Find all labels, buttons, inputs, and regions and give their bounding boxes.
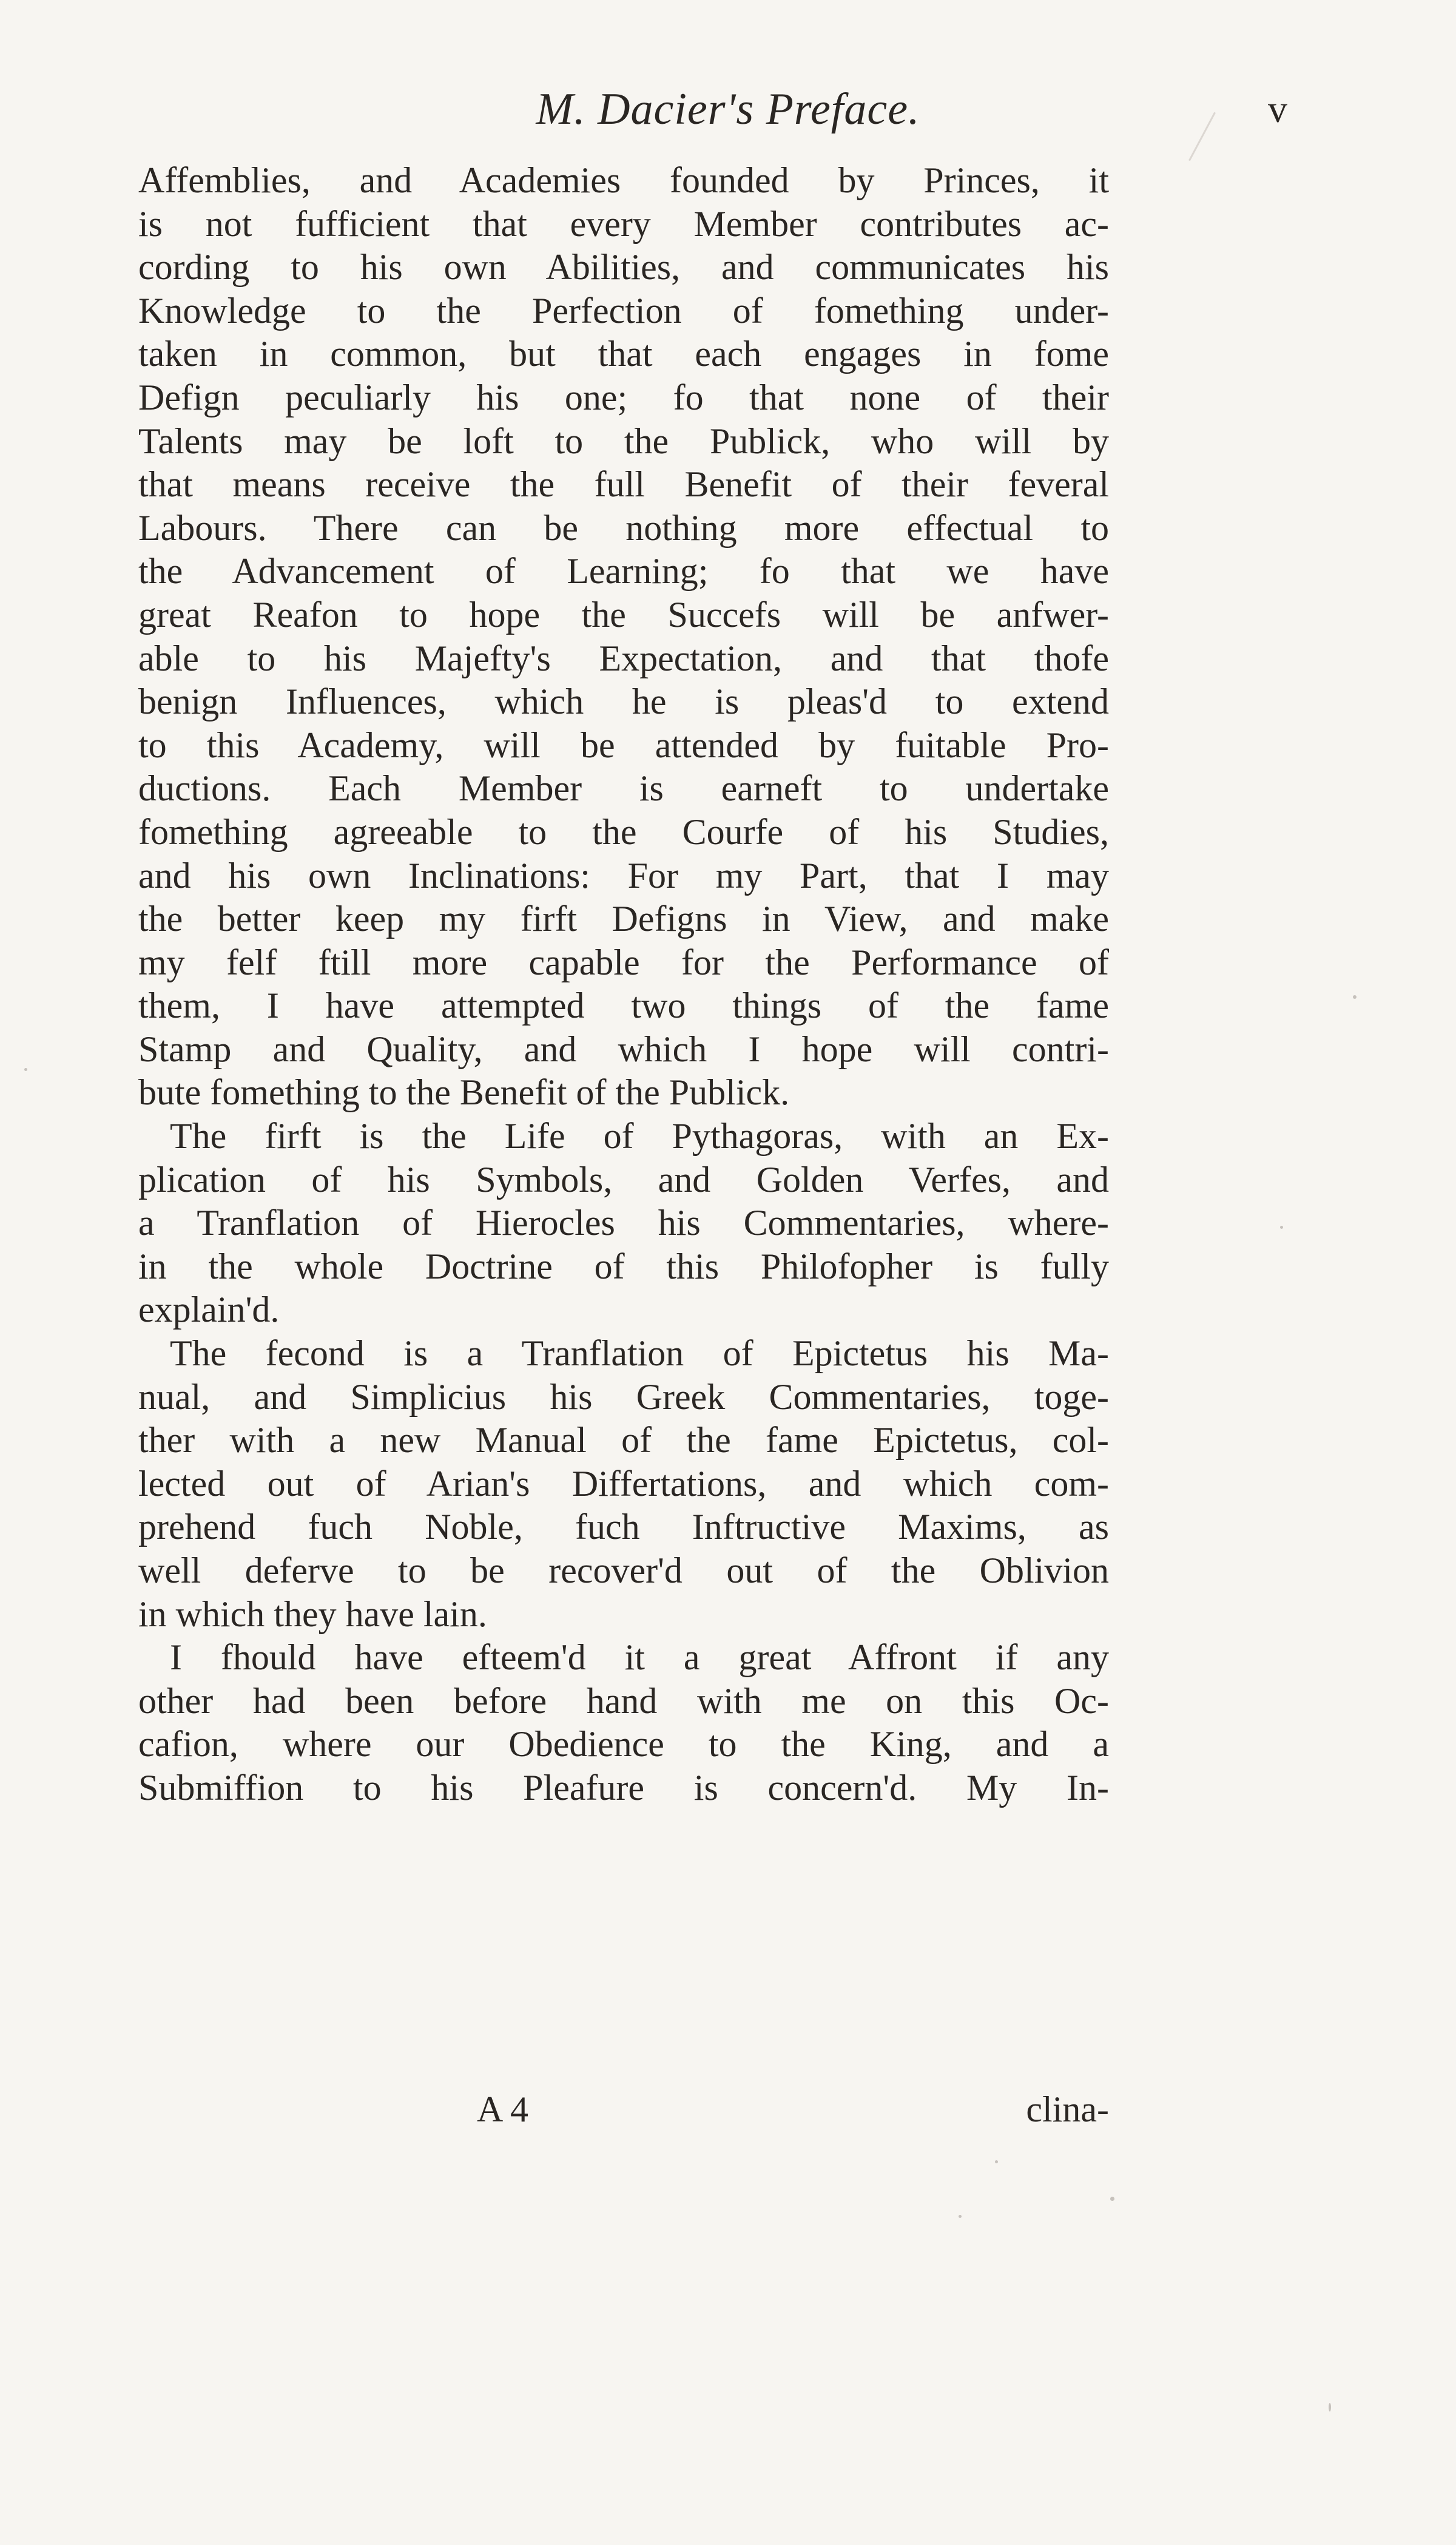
text-line: Knowledge to the Perfection of fomething under- xyxy=(138,290,1109,331)
text-line: prehend fuch Noble, fuch Inftructive Maxims, as xyxy=(138,1507,1109,1547)
signature-mark: A 4 xyxy=(477,2089,529,2129)
text-line: a Tranflation of Hierocles his Commentaries, where- xyxy=(138,1203,1109,1243)
paper-speck xyxy=(995,2160,998,2163)
text-line: Talents may be loft to the Publick, who will by xyxy=(138,421,1109,461)
text-line: that means receive the full Benefit of their feveral xyxy=(138,464,1109,505)
text-line: The firft is the Life of Pythagoras, with an Ex- xyxy=(170,1116,1109,1157)
text-line: plication of his Symbols, and Golden Verfes, and xyxy=(138,1159,1109,1200)
text-line: ductions. Each Member is earneft to undertake xyxy=(138,768,1109,809)
text-line: the better keep my firft Defigns in View, and make xyxy=(138,899,1109,939)
text-line: great Reafon to hope the Succefs will be anfwer- xyxy=(138,594,1109,635)
text-line: is not fufficient that every Member contributes ac- xyxy=(138,203,1109,244)
text-line: them, I have attempted two things of the fame xyxy=(138,985,1109,1026)
text-line: benign Influences, which he is pleas'd to extend xyxy=(138,681,1109,722)
page-number: v xyxy=(1268,87,1287,130)
paper-speck xyxy=(1353,995,1357,999)
text-line: bute fomething to the Benefit of the Publick. xyxy=(138,1072,790,1113)
running-head-title: Preface. xyxy=(766,84,920,134)
running-head-name: M. Dacier's xyxy=(536,84,755,134)
text-line: Affemblies, and Academies founded by Princes, it xyxy=(138,160,1109,200)
text-line: nual, and Simplicius his Greek Commentaries, toge- xyxy=(138,1376,1109,1417)
text-line: well deferve to be recover'd out of the Oblivion xyxy=(138,1550,1109,1590)
text-line: and his own Inclinations: For my Part, that I may xyxy=(138,855,1109,896)
page-header xyxy=(0,73,1456,146)
text-line: ther with a new Manual of the fame Epictetus, col- xyxy=(138,1420,1109,1461)
text-line: able to his Majefty's Expectation, and that thofe xyxy=(138,638,1109,678)
catchword: clina- xyxy=(1026,2089,1109,2129)
text-line: lected out of Arian's Differtations, and which com- xyxy=(138,1463,1109,1504)
text-line: explain'd. xyxy=(138,1289,280,1330)
text-line: Labours. There can be nothing more effectual to xyxy=(138,507,1109,548)
text-line: my felf ftill more capable for the Performance of xyxy=(138,942,1109,982)
text-line: taken in common, but that each engages in fome xyxy=(138,334,1109,374)
text-line: The fecond is a Tranflation of Epictetus his Ma- xyxy=(170,1333,1109,1374)
text-line: cording to his own Abilities, and communicates his xyxy=(138,247,1109,288)
text-line: Submiffion to his Pleafure is concern'd. My In- xyxy=(138,1767,1109,1808)
paper-speck xyxy=(959,2215,962,2218)
paper-speck xyxy=(1280,1226,1283,1229)
paper-speck xyxy=(1329,2403,1331,2411)
text-line: cafion, where our Obedience to the King, and a xyxy=(138,1724,1109,1765)
text-line: to this Academy, will be attended by fuitable Pro- xyxy=(138,725,1109,765)
text-line: Defign peculiarly his one; fo that none of their xyxy=(138,377,1109,417)
text-line: in the whole Doctrine of this Philofopher is fully xyxy=(138,1246,1109,1286)
running-head xyxy=(0,73,1456,146)
page-footer xyxy=(138,2087,1109,2131)
paper-speck xyxy=(24,1068,27,1071)
body-text xyxy=(138,159,1109,1810)
paper-speck xyxy=(1110,2197,1114,2201)
text-line: fomething agreeable to the Courfe of his Studies, xyxy=(138,811,1109,852)
text-line: in which they have lain. xyxy=(138,1594,487,1634)
text-line: the Advancement of Learning; fo that we have xyxy=(138,551,1109,592)
text-line: other had been before hand with me on this Oc- xyxy=(138,1680,1109,1721)
text-line: I fhould have efteem'd it a great Affront if any xyxy=(170,1637,1109,1678)
text-line: Stamp and Quality, and which I hope will contri- xyxy=(138,1029,1109,1069)
